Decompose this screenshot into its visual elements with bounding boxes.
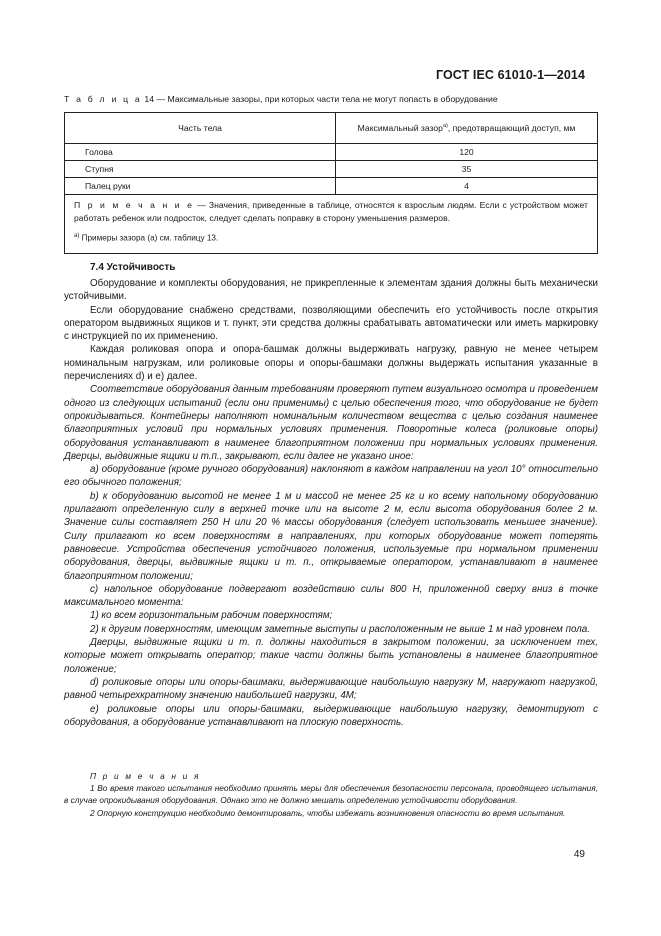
list-item: c) напольное оборудование подвергают воздействию силы 800 Н, приложенной сверху вниз в точке максимального момента: bbox=[64, 583, 598, 609]
notes-label: П р и м е ч а н и я bbox=[90, 771, 201, 781]
table-footnote-mark: а) bbox=[74, 233, 80, 239]
section-heading: 7.4 Устойчивость bbox=[90, 262, 176, 273]
note-item: 1 Во время такого испытания необходимо принять меры для обеспечения безопасности персонала, проводящего испытания, в случае опрокидывания оборудования. Однако это не должно мешать определению устойчивости оборудования. bbox=[64, 783, 598, 806]
table-note-row bbox=[65, 195, 598, 254]
table-note-text: — Значения, приведенные в таблице, относятся к взрослым людям. Если с устройством может работать ребенок или подросток, следует сделать поправку в сторону уменьшения размеров. bbox=[74, 200, 588, 223]
table-row bbox=[65, 144, 598, 161]
paragraph: Дверцы, выдвижные ящики и т. п. должны находиться в закрытом положении, за исключением тех, которые может открывать оператор; такие части должны быть установлены в наименее благоприятное положение; bbox=[64, 637, 598, 675]
col-header-footnote-mark: а) bbox=[442, 123, 448, 130]
list-item: 2) к другим поверхностям, имеющим заметные выступы и расположенным не выше 1 м над уровнем пола. bbox=[90, 623, 590, 635]
table-header-row bbox=[65, 113, 598, 144]
note-item: 2 Опорную конструкцию необходимо демонтировать, чтобы избежать возникновения опасности во время испытания. bbox=[90, 807, 566, 818]
table-note-label: П р и м е ч а н и е bbox=[74, 200, 195, 210]
notes-block bbox=[64, 770, 598, 819]
col-header-body-part: Часть тела bbox=[65, 113, 336, 144]
table-note bbox=[74, 199, 588, 224]
list-item: 1) ко всем горизонтальным рабочим поверхностям; bbox=[90, 610, 333, 622]
table-row bbox=[65, 178, 598, 195]
table-caption-text: 14 — Максимальные зазоры, при которых части тела не могут попасть в оборудование bbox=[144, 94, 498, 104]
paragraph: Если оборудование снабжено средствами, позволяющими обеспечить его устойчивость после открытия оператором выдвижных ящиков и т. пункт, эти средства должны срабатывать автоматически или иметь маркировку с инструкцией по их применению. bbox=[64, 304, 598, 343]
section-body bbox=[64, 277, 598, 729]
body-part-cell: Ступня bbox=[65, 161, 336, 178]
standard-header: ГОСТ IEC 61010-1—2014 bbox=[435, 68, 585, 82]
body-part-cell: Палец руки bbox=[65, 178, 336, 195]
table-footnote-text: Примеры зазора (а) см. таблицу 13. bbox=[79, 233, 219, 243]
table-row bbox=[65, 161, 598, 178]
paragraph: Каждая роликовая опора и опора-башмак должны выдерживать нагрузку, равную не менее четырем номинальным нагрузкам, или роликовые опоры и опоры-башмаки должны выдержать испытания указанные в перечислениях d) и e) далее. bbox=[64, 344, 598, 383]
gap-cell: 120 bbox=[336, 144, 598, 161]
list-item: a) оборудование (кроме ручного оборудования) наклоняют в каждом направлении на угол 10° относительно его обычного положения; bbox=[64, 464, 598, 489]
table-caption-label: Т а б л и ц а bbox=[64, 94, 142, 104]
col-header-max-gap-text: Максимальный зазор bbox=[357, 123, 443, 133]
list-item: e) роликовые опоры или опоры-башмаки, выдерживающие наибольшую нагрузку, демонтируют с оборудования, а оборудование устанавливают на плоскую поверхность. bbox=[64, 703, 598, 728]
max-gaps-table bbox=[64, 112, 598, 254]
table-footnote bbox=[74, 230, 588, 245]
list-item: d) роликовые опоры или опоры-башмаки, выдерживающие наибольшую нагрузку М, нагружают нагрузкой, равной четырехкратному значению наибольшей нагрузки, 4М; bbox=[64, 676, 598, 702]
paragraph: Соответствие оборудования данным требованиям проверяют путем визуального осмотра и проведением одного из следующих испытаний (если они применимы) с целью обеспечения того, что оборудование не будет опрокидываться. Контейнеры наполняют номинальным количеством вещества с целью создания наименее благоприятных условий при нормальных условиях применения. Поворотные колеса (роликовые опоры) оборудования устанавливают в наименее благоприятном положении при нормальных условиях применения. Дверцы, выдвижные ящики и т.п., закрывают, если далее не указано иное: bbox=[64, 384, 598, 462]
table-note-cell bbox=[65, 195, 598, 254]
table-caption bbox=[64, 94, 498, 104]
col-header-max-gap bbox=[336, 113, 598, 144]
gap-cell: 35 bbox=[336, 161, 598, 178]
list-item: b) к оборудованию высотой не менее 1 м и массой не менее 25 кг и ко всему напольному оборудованию прилагают определенную силу в верхней точке или на высоте 2 м, если высота оборудования более 2 м. Значение силы составляет 250 Н или 20 % массы оборудования (следует использовать меньшее значение). Силу прилагают ко всем поверхностям в направлениях, при которых оборудование может потерять равновесие. Устройства обеспечения устойчивого положения, используемые при нормальном применении оборудования, дверцы, выдвижные ящики и т. п., открываемые оператором, устанавливают в наименее благоприятном положении; bbox=[64, 490, 598, 582]
body-part-cell: Голова bbox=[65, 144, 336, 161]
gap-cell: 4 bbox=[336, 178, 598, 195]
col-header-max-gap-rest: , предотвращающий доступ, мм bbox=[447, 123, 576, 133]
page-number: 49 bbox=[573, 849, 585, 860]
paragraph: Оборудование и комплекты оборудования, не прикрепленные к элементам здания должны быть механически устойчивыми. bbox=[64, 278, 598, 303]
